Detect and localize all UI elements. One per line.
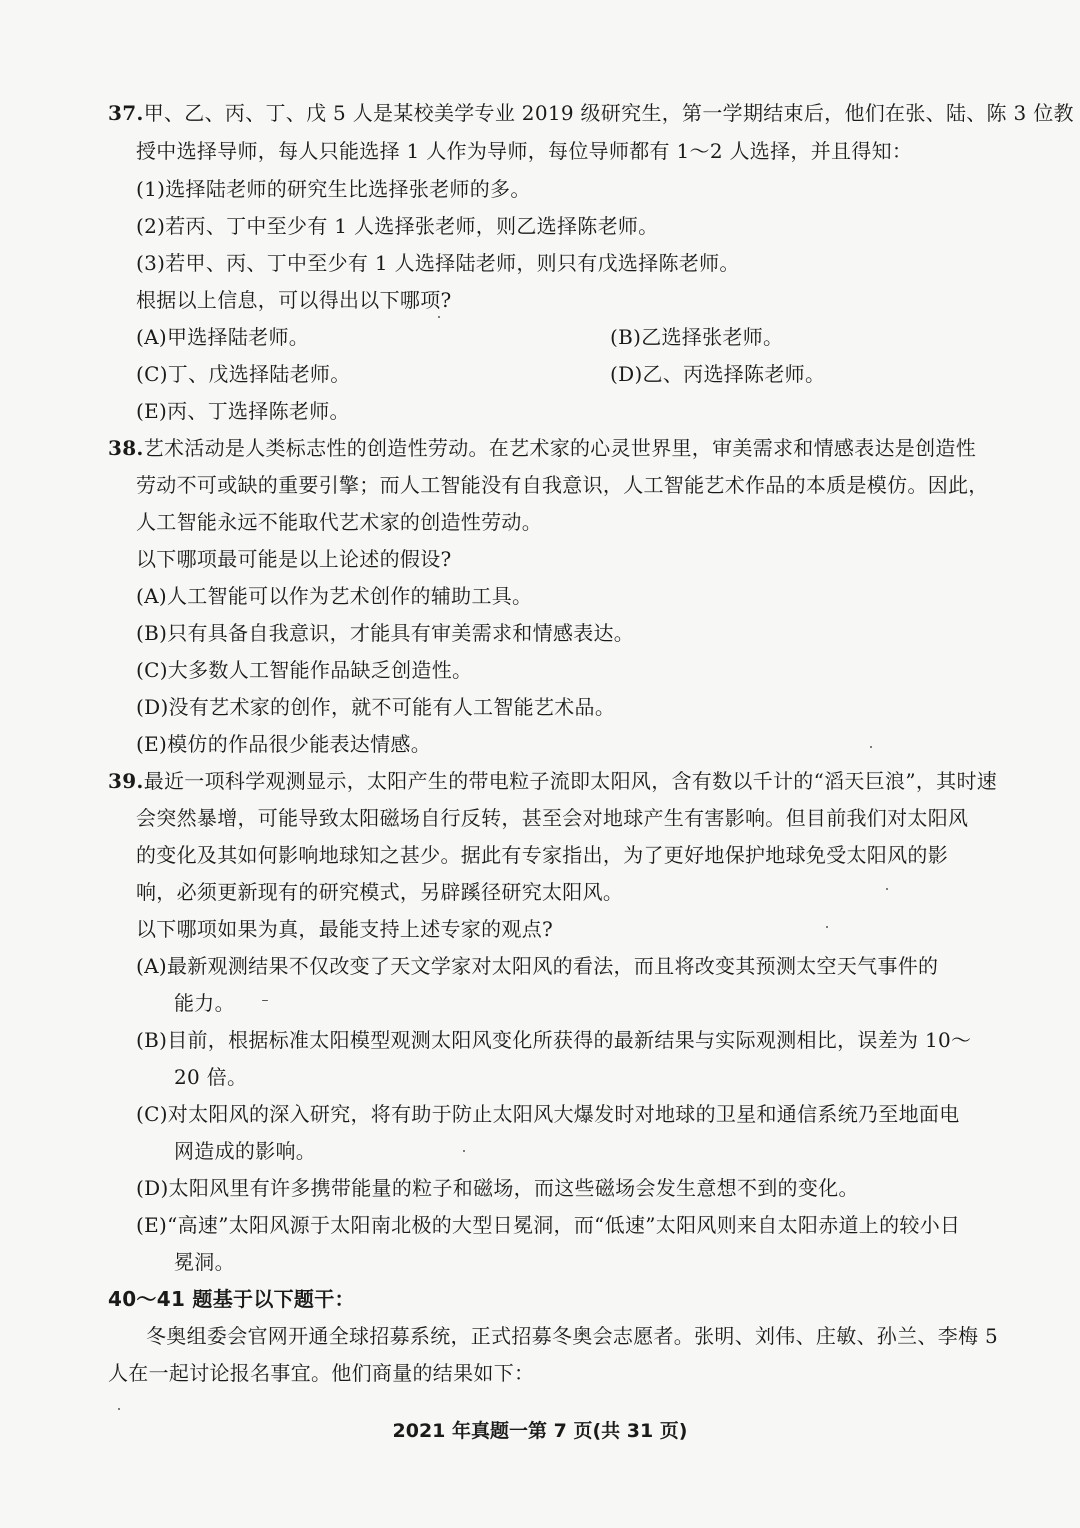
option-d: (D)太阳风里有许多携带能量的粒子和磁场，而这些磁场会发生意想不到的变化。: [136, 1176, 859, 1200]
option-a-continued: 能力。: [174, 991, 235, 1015]
option-b: (B)只有具备自我意识，才能具有审美需求和情感表达。: [136, 621, 635, 645]
option-d: (D)乙、丙选择陈老师。: [610, 362, 826, 386]
question-39-line-3: 的变化及其如何影响地球知之甚少。据此有专家指出，为了更好地保护地球免受太阳风的影: [136, 843, 948, 867]
scan-speck: [870, 746, 872, 748]
question-38-line-2: 劳动不可或缺的重要引擎；而人工智能没有自我意识，人工智能艺术作品的本质是模仿。因此，: [136, 473, 989, 497]
option-a: (A)人工智能可以作为艺术创作的辅助工具。: [136, 584, 533, 608]
question-37-line-2: 授中选择导师，每人只能选择 1 人作为导师，每位导师都有 1～2 人选择，并且得知：: [136, 139, 913, 163]
option-c: (C)丁、戊选择陆老师。: [136, 362, 351, 386]
question-37-line-1: 37.甲、乙、丙、丁、戊 5 人是某校美学专业 2019 级研究生，第一学期结束后，他们在张、陆、陈 3 位教: [108, 101, 1074, 125]
condition-3: (3)若甲、丙、丁中至少有 1 人选择陆老师，则只有戊选择陈老师。: [136, 251, 740, 275]
section-heading: 40～41 题基于以下题干：: [108, 1287, 355, 1311]
question-39-line-2: 会突然暴增，可能导致太阳磁场自行反转，甚至会对地球产生有害影响。但目前我们对太阳风: [136, 806, 969, 830]
page-footer: 2021 年真题一第 7 页(共 31 页): [392, 1420, 688, 1442]
option-a: (A)最新观测结果不仅改变了天文学家对太阳风的看法，而且将改变其预测太空天气事件的: [136, 954, 939, 978]
shared-stem-line-1: 冬奥组委会官网开通全球招募系统，正式招募冬奥会志愿者。张明、刘伟、庄敏、孙兰、李梅 5: [146, 1324, 998, 1348]
scan-speck: [886, 888, 888, 890]
option-e: (E)“高速”太阳风源于太阳南北极的大型日冕洞，而“低速”太阳风则来自太阳赤道上的较小日: [136, 1213, 961, 1237]
scan-speck: [438, 316, 440, 318]
question-number: 37.: [108, 101, 144, 125]
option-e: (E)丙、丁选择陈老师。: [136, 399, 350, 423]
option-e: (E)模仿的作品很少能表达情感。: [136, 732, 432, 756]
option-c: (C)对太阳风的深入研究，将有助于防止太阳风大爆发时对地球的卫星和通信系统乃至地面电: [136, 1102, 960, 1126]
shared-stem-line-2: 人在一起讨论报名事宜。他们商量的结果如下：: [108, 1361, 535, 1385]
question-number: 38.: [108, 436, 144, 460]
option-b: (B)目前，根据标准太阳模型观测太阳风变化所获得的最新结果与实际观测相比，误差为 10～: [136, 1028, 972, 1052]
question-38-line-1: 38.艺术活动是人类标志性的创造性劳动。在艺术家的心灵世界里，审美需求和情感表达是创造性: [108, 436, 977, 460]
question-38-line-3: 人工智能永远不能取代艺术家的创造性劳动。: [136, 510, 542, 534]
scan-speck: [463, 1150, 465, 1152]
option-a: (A)甲选择陆老师。: [136, 325, 310, 349]
question-prompt: 以下哪项如果为真，最能支持上述专家的观点?: [136, 917, 554, 941]
option-c-continued: 网造成的影响。: [174, 1139, 317, 1163]
option-c: (C)大多数人工智能作品缺乏创造性。: [136, 658, 473, 682]
option-e-continued: 冕洞。: [174, 1250, 235, 1274]
question-39-line-4: 响，必须更新现有的研究模式，另辟蹊径研究太阳风。: [136, 880, 624, 904]
option-d: (D)没有艺术家的创作，就不可能有人工智能艺术品。: [136, 695, 616, 719]
condition-1: (1)选择陆老师的研究生比选择张老师的多。: [136, 177, 531, 201]
question-number: 39.: [108, 769, 144, 793]
scan-speck: [118, 1408, 120, 1410]
question-39-line-1: 39.最近一项科学观测显示，太阳产生的带电粒子流即太阳风，含有数以千计的“滔天巨浪”，其时速: [108, 769, 998, 793]
scan-speck: [826, 926, 828, 928]
question-prompt: 根据以上信息，可以得出以下哪项?: [136, 288, 452, 312]
question-prompt: 以下哪项最可能是以上论述的假设?: [136, 547, 452, 571]
option-b: (B)乙选择张老师。: [610, 325, 784, 349]
scan-speck: [262, 1000, 268, 1001]
option-b-continued: 20 倍。: [174, 1065, 248, 1089]
condition-2: (2)若丙、丁中至少有 1 人选择张老师，则乙选择陈老师。: [136, 214, 659, 238]
